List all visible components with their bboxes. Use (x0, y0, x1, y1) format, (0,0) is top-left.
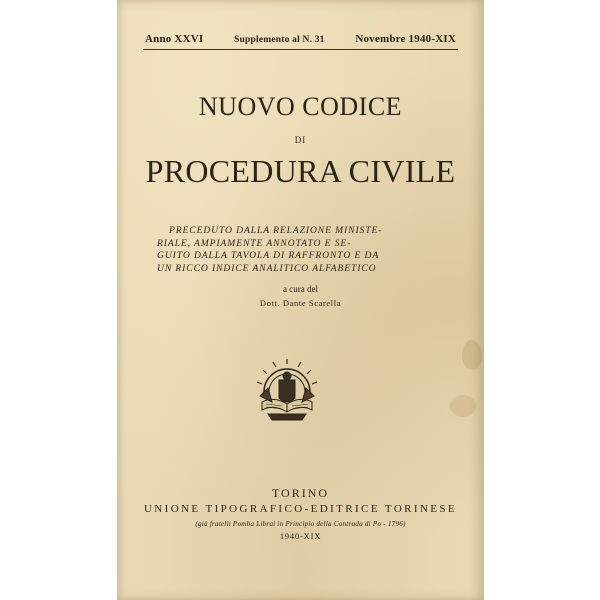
curator-block (117, 282, 484, 310)
issue-date: Novembre 1940-XIX (355, 33, 456, 45)
paper-stain (450, 395, 476, 417)
title-connector: DI (294, 135, 307, 145)
publisher-name: UNIONE TIPOGRAFICO-EDITRICE TORINESE (143, 503, 458, 515)
header-rule (143, 49, 458, 50)
volume-label: Anno XXVI (145, 33, 204, 45)
title-line-1: NUOVO CODICE (198, 92, 403, 121)
publisher-history: (già fratelli Pomba Librai in Principio della Contrada di Po - 1796) (195, 520, 406, 528)
description-line: RIALE, AMPIAMENTE ANNOTATO E SE- (157, 237, 352, 249)
paper-stain (462, 340, 482, 370)
curator-label: a cura del (283, 284, 318, 294)
publication-year: 1940-XIX (279, 531, 322, 541)
publisher-emblem-icon (254, 358, 320, 424)
book-title-page (117, 0, 484, 600)
curator-name: Dott. Dante Scarella (259, 298, 342, 308)
periodical-header (145, 33, 456, 45)
description-line: PRECEDUTO DALLA RELAZIONE MINISTE- (169, 225, 383, 236)
description-line: GUITO DALLA TAVOLA DI RAFFRONTO E DA (157, 250, 380, 261)
title-line-2: PROCEDURA CIVILE (145, 153, 456, 189)
description-line: UN RICCO INDICE ANALITICO ALFABETICO (157, 262, 377, 274)
supplement-label: Supplemento al N. 31 (234, 35, 325, 45)
publication-city: TORINO (271, 486, 330, 500)
description-block (157, 225, 434, 275)
